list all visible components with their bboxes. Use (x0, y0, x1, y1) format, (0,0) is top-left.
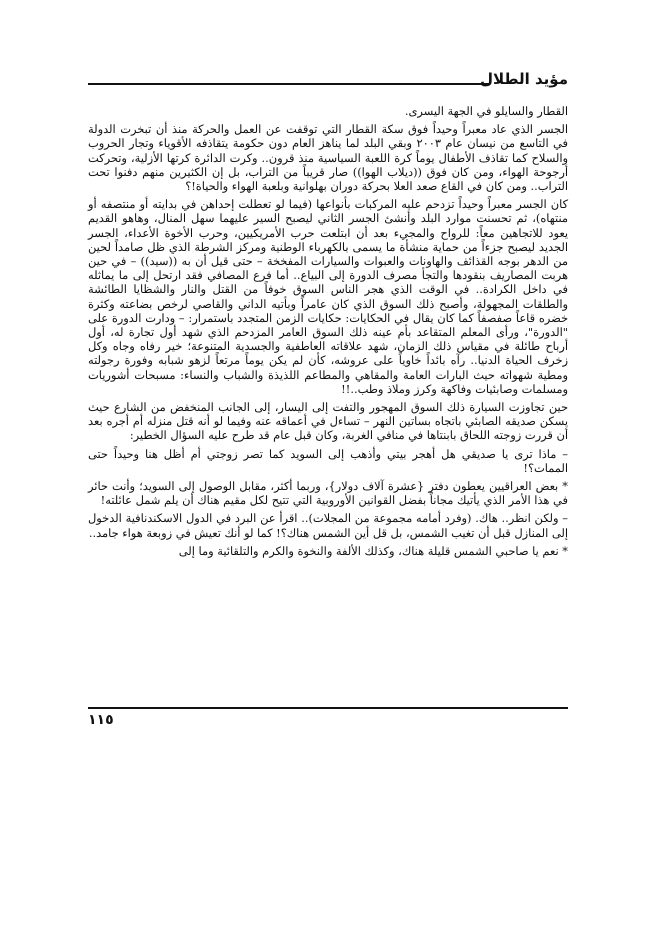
dialogue-line: * بعض العراقيين يعطون دفتر {عشرة آلاف دولار}، وربما أكثر، مقابل الوصول إلى السويد؛ وأنت حائر في هذا الأمر الذي يأتيك مجاناً بفضل القوانين الأوروبية التي تتيح لكل مقيم هناك أن يلم شمل عائلته! (88, 479, 568, 508)
dialogue-line: – ماذا ترى يا صديقي هل أهجر بيتي وأذهب إلى السويد كما تصر زوجتي أم أظل هنا وحيداً حتى الممات؟! (88, 446, 568, 475)
author-name: مؤيد الطلال (479, 70, 568, 88)
paragraph: الجسر الذي عاد معبراً وحيداً فوق سكة القطار التي توقفت عن العمل والحركة منذ أن تبخرت الدولة في التاسع من نيسان عام ٢٠٠٣ وبقي البلد لما يناهز العام دون حكومة يتقاذفه الأقوياء وتجار الحروب والسلاح كما تقاذف الأطفال يوماً كرة اللعبة السياسية منذ قرون.. وكرت الدائرة كرتها الأزلية، وتحركت أرجوحة الهواء، ومن كان فوق ((ديلاب الهوا)) صار قريباً من التراب، بل إن الكثيرين منهم دفنوا تحت التراب.. ومن كان في القاع صعد العلا بحركة دوران بهلوانية وبلعبة الهواء والحياة!؟ (88, 122, 568, 194)
page-number: ١١٥ (88, 712, 114, 728)
header-rule (88, 83, 490, 85)
dialogue-line: – ولكن انظر.. هاك. (وفرد أمامه مجموعة من المجلات).. اقرأ عن البرد في الدول الاسكندنافية الدخول إلى المنازل قبل أن تغيب الشمس، بل قل أين الشمس هناك؟! كما لو أنك تعيش في زوبعة هواء جامد.. (88, 511, 568, 540)
footer-rule (88, 707, 568, 709)
paragraph: كان الجسر معبراً وحيداً تزدحم عليه المركبات بأنواعها (فيما لو تعطلت إحداهن في بدايته أو منتصفه أو منتهاه)، ثم تحسنت موارد البلد وأنشئ الجسر الثاني ليصبح السير عليهما سهل المنال، وهاهو القديم يعود للاتجاهين معاً: للرواح والمجيء بعد أن ابتلعت حرب الأمريكيين، وحرب الأخوة الأعداء، الجسر الجديد ليصبح جزءاً من حماية منشأة ما يسمى بالكهرباء الوطنية ومركز الشرطة الذي ظل صامداً لحين من الدهر بوجه القذائف والهاونات والعبوات والسيارات المفخخة – حتى قيل أن به ((سيد)) – في حين هربت المصاريف بنقودها والتجأ مصرف الدورة إلى البياع.. أما فرع المصافي فقد ارتحل إلى ما يماثله في داخل الكرادة.. في الوقت الذي هجر الناس السوق خوفاً من القتل والنار والشظايا الطائشة والطلقات المجهولة، وأصبح ذلك السوق الذي كان عامراً وبأتيه الداني والقاصي لرخص بضاعته وكثرة خضره قاعاً صفصفاً كما كان يقال في الحكايات: حكايات الزمن المتجدد باستمرار: – ودارت الدورة على "الدورة"، ورأى المعلم المتقاعد بأم عينه ذلك السوق العامر المزدحم الذي شهد أول تجارة له، أول أرباح طائلة في مقياس ذلك الزمان، شهد علاقاته العاطفية والجسدية المتنوعة؛ خير رفاه وجاه وكل زخرف الحياة الدنيا.. رآه بائداً خاوياً على عروشه، كأن لم يكن يوماً مرتعاً لزهو شبابه وفورة رجولته ومطية شهواته حيث البارات العامة والمقاهي والمطاعم اللذيذة والشباب والنساء: مسبحات أشوريات ومسلمات وصابئيات وفاكهة وكرز وملاذ وطب..!! (88, 197, 568, 396)
paragraph: حين تجاوزت السيارة ذلك السوق المهجور والتفت إلى اليسار، إلى الجانب المنخفض من الشارع حيث يسكن صديقه الصابئي باتجاه بساتين النهر – تساءل في أعماقه عنه وفيما لو أنه قتل منزله أم أجره بعد أن قررت زوجته اللحاق بابنتاها في منافي الغربة، وكان قبل عام قد طرح عليه السؤال الخطير: (88, 400, 568, 443)
dialogue-line: * نعم يا صاحبي الشمس قليلة هناك، وكذلك الألفة والنخوة والكرم والتلقائية وما إلى (178, 543, 568, 558)
running-header (88, 70, 568, 92)
body-text (88, 104, 568, 562)
paragraph: القطار والسايلو في الجهة اليسرى. (404, 104, 568, 118)
